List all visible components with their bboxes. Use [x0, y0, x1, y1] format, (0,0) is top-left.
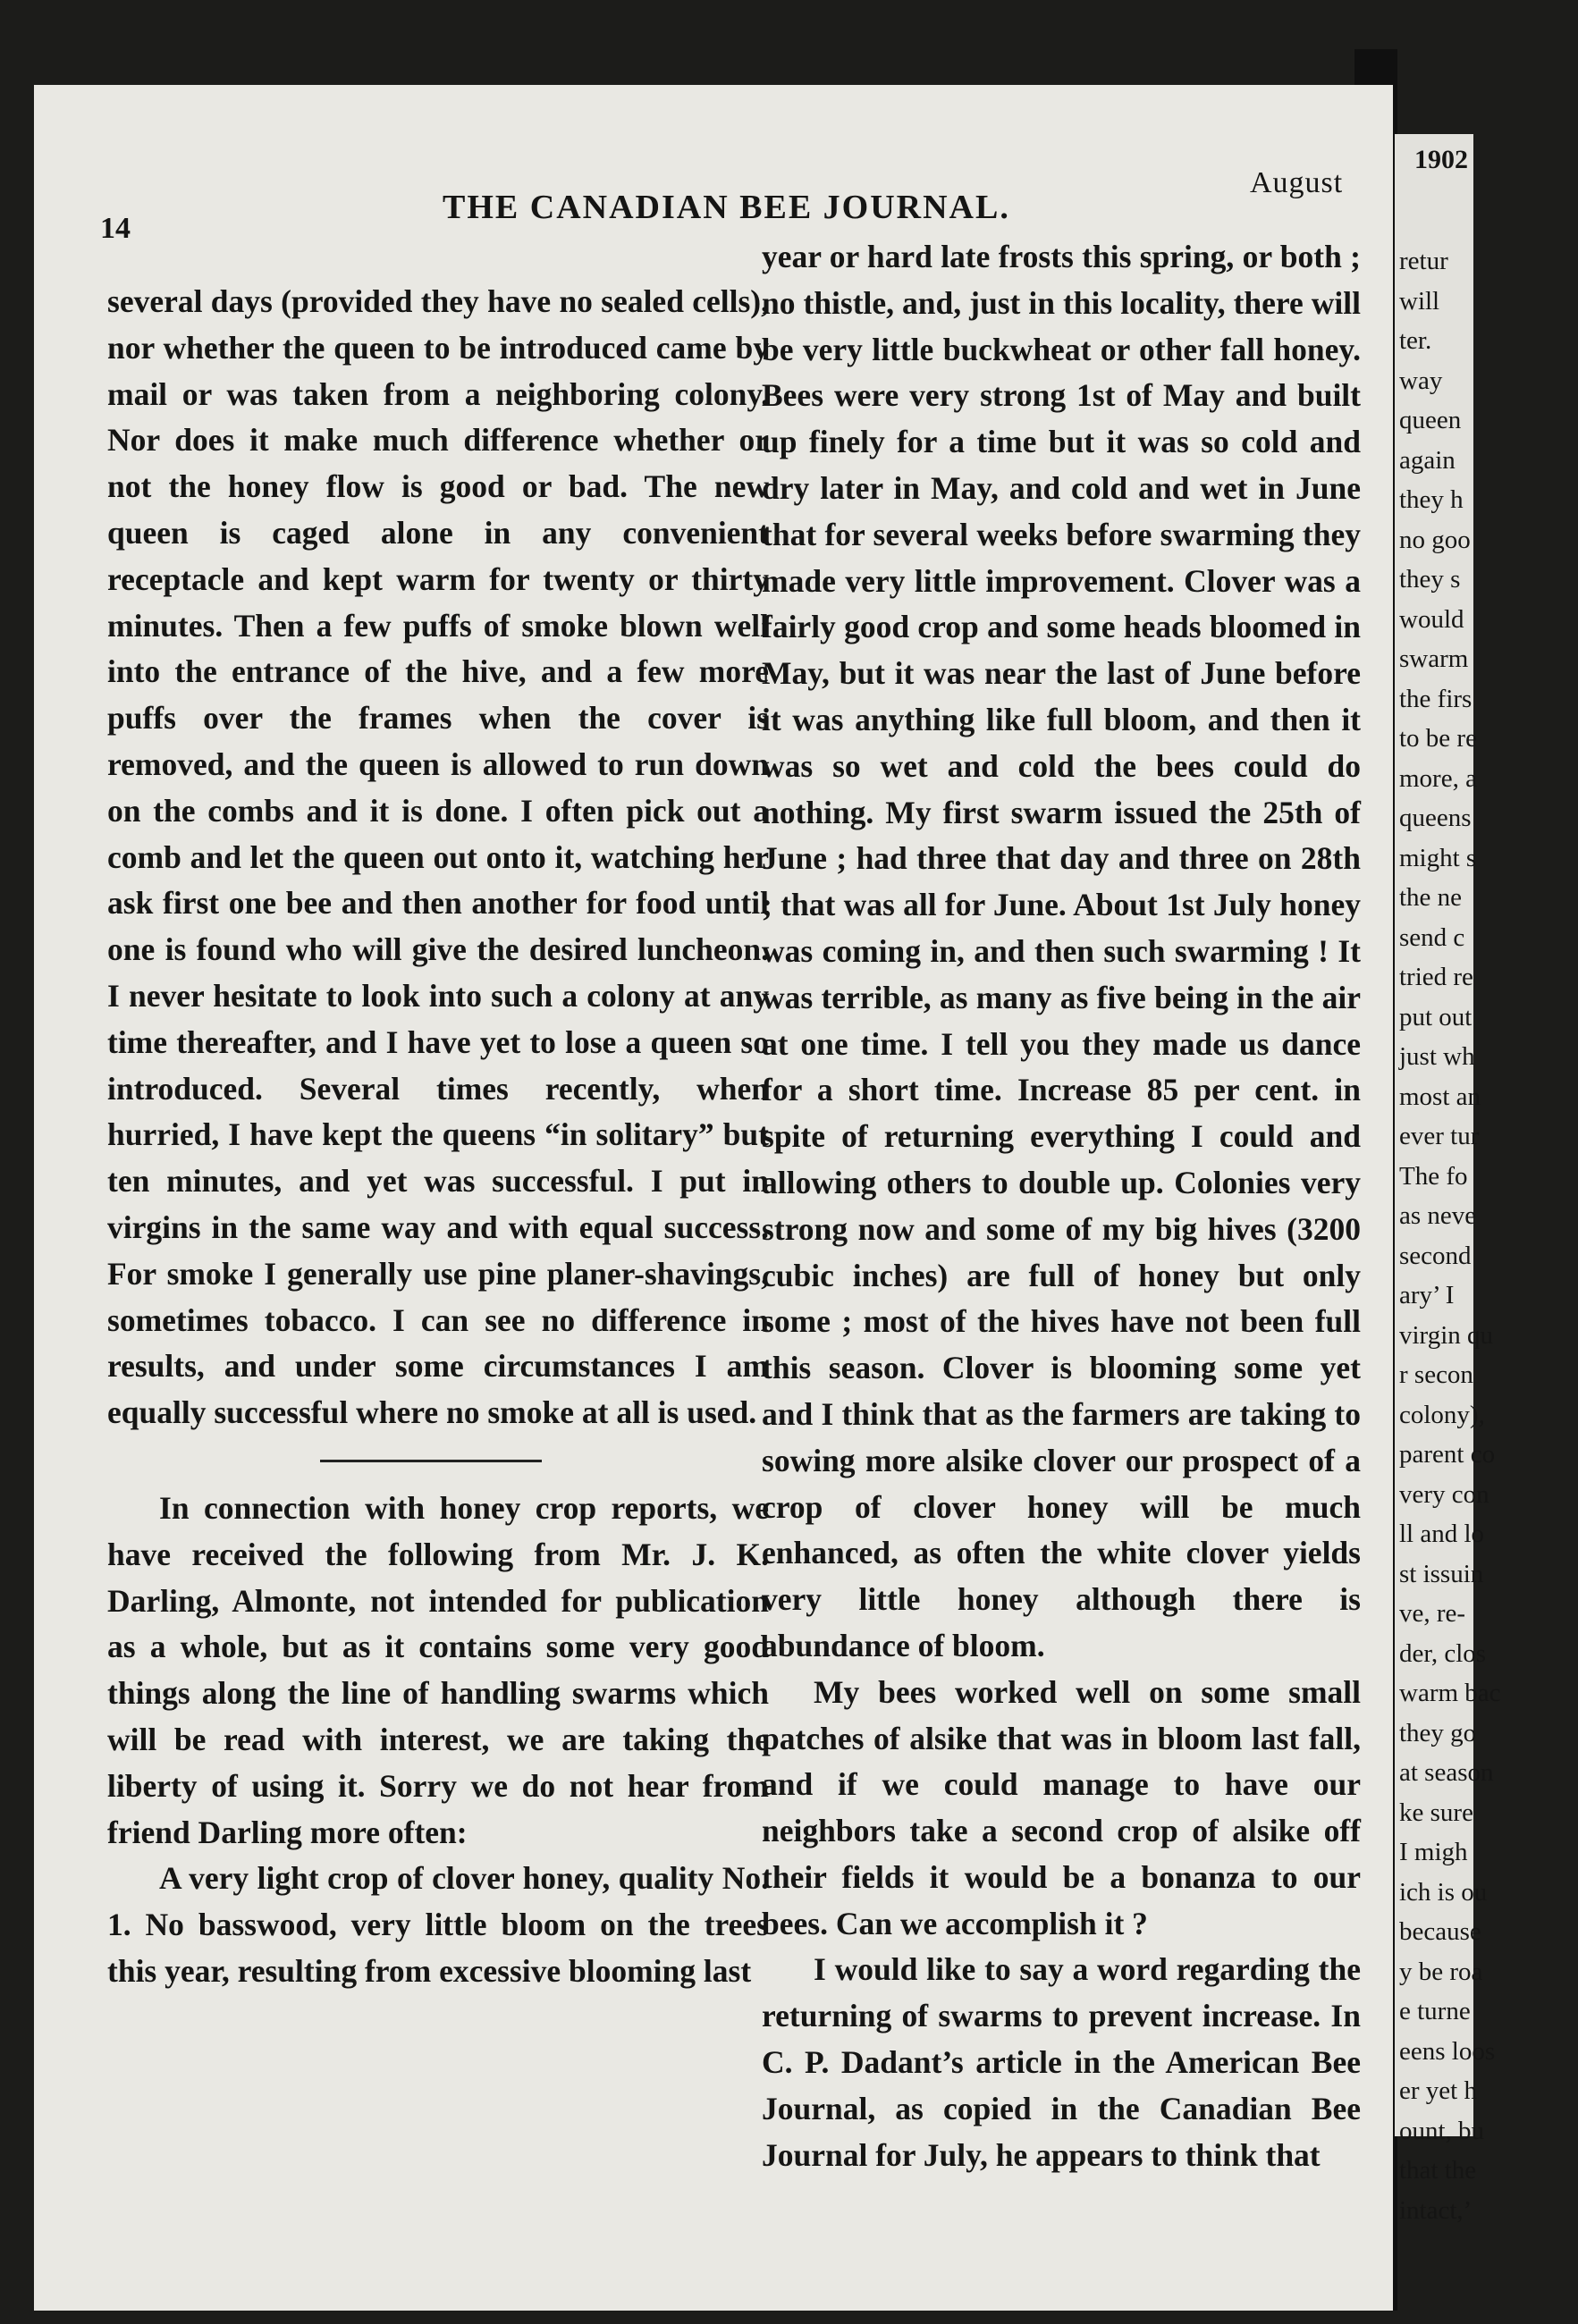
facing-page-line: retur [1399, 247, 1448, 275]
facing-page-line: would [1399, 604, 1464, 634]
facing-page-line: I migh [1399, 1838, 1468, 1866]
facing-page-line: The fo [1399, 1161, 1468, 1191]
issue-month: August [1250, 166, 1344, 199]
facing-page-line: warm bac [1399, 1679, 1501, 1707]
editor-note: In connection with honey crop reports, we have received the following from Mr. J. K. Darling, Almonte, not intended for publication as a whole, but as it contains some very good things along the line of handling swarms which will be read with interest, we are taking the liberty of using it. Sorry we do not hear from friend Darling more often: [107, 1489, 769, 1850]
letter-paragraph-1: year or hard late frosts this spring, or both ; no thistle, and, just in this locality, there will be very little buckwheat or other fall honey. Bees were very strong 1st of May and built up finely for a time but it was so cold and dry later in May, and cold and wet in June that for several weeks before swarming they made very little improvement. Clover was a fairly good crop and some heads bloomed in May, but it was near the last of June before it was anything like full bloom, and then it was so wet and cold the bees could do nothing. My first swarm issued the 25th of June ; had three that day and three on 28th ; that was all for June. About 1st July honey was coming in, and then such swarming ! It was terrible, as many as five being in the air at one time. I tell you they made us dance for a short time. Increase 85 per cent. in spite of returning everything I could and allowing others to double up. Colonies very strong now and some of my big hives (3200 cubic inches) are full of honey but only some ; most of the hives have not been full this season. Clover is blooming some yet and I think that as the farmers are taking to sowing more alsike clover our prospect of a crop of clover honey will be much enhanced, as often the white clover yields very little honey although there is abundance of bloom. [762, 239, 1361, 1663]
facing-page-line: colony), [1399, 1400, 1485, 1429]
facing-page-line: again [1399, 445, 1456, 475]
facing-page-line: r secon [1399, 1360, 1473, 1389]
facing-page-year: 1902 [1414, 145, 1468, 174]
facing-page-line: send c [1399, 922, 1465, 952]
journal-title: THE CANADIAN BEE JOURNAL. [443, 189, 1010, 226]
facing-page-line: they h [1399, 485, 1464, 514]
facing-page-line: ll and lo [1399, 1520, 1485, 1548]
facing-page-line: swarm [1399, 644, 1469, 673]
facing-page-line: way [1399, 366, 1443, 395]
facing-page-line: parent co [1399, 1440, 1496, 1469]
facing-page-line: ount, bu [1399, 2116, 1485, 2145]
letter-start: A very light crop of clover honey, quality No. 1. No basswood, very little bloom on the trees this year, resulting from excessive blooming last [107, 1860, 769, 1989]
facing-page-line: the ne [1399, 883, 1463, 912]
facing-page-line: they s [1399, 565, 1461, 594]
letter-paragraph-2: My bees worked well on some small patches of alsike that was in bloom last fall, and if we could manage to have our neighbors take a second crop of alsike off their fields it would be a bonanza to our bees. Can we accomplish it ? [762, 1673, 1361, 1941]
page-number: 14 [100, 212, 131, 245]
facing-page-line: der, clos [1399, 1638, 1487, 1668]
continued-paragraph: several days (provided they have no sealed cells), nor whether the queen to be introduced came by mail or was taken from a neighboring colony. Nor does it make much difference whether or not the honey flow is good or bad. The new queen is caged alone in any convenient receptacle and kept warm for twenty or thirty minutes. Then a few puffs of smoke blown well into the entrance of the hive, and a few more puffs over the frames when the cover is removed, and the queen is allowed to run down on the combs and it is done. I often pick out a comb and let the queen out onto it, watching her ask first one bee and then another for food until one is found who will give the desired luncheon. I never hesitate to look into such a colony at any time thereafter, and I have yet to lose a queen so introduced. Several times recently, when hurried, I have kept the queens “in solitary” but ten minutes, and yet was successful. I put in virgins in the same way and with equal success. For smoke I generally use pine planer-shavings, sometimes tobacco. I can see no difference in results, and under some circumstances I am equally successful where no smoke at all is used. [107, 283, 769, 1431]
facing-page-line: ever tur [1399, 1122, 1480, 1150]
facing-page-line: y be roa [1399, 1957, 1483, 1986]
facing-page-line: st issuin [1399, 1559, 1484, 1588]
facing-page-line: ve, re- [1399, 1599, 1466, 1628]
facing-page-line: ich is ou [1399, 1877, 1488, 1907]
facing-page-line: that the [1399, 2156, 1477, 2185]
facing-page-line: to be re [1399, 724, 1477, 753]
facing-page-line: might s [1399, 843, 1477, 872]
facing-page-line: at season [1399, 1758, 1494, 1787]
facing-page-line: ary’ I [1399, 1281, 1455, 1309]
facing-page-line: put out [1399, 1002, 1473, 1031]
right-column [762, 234, 1361, 2178]
facing-page-line: the firs [1399, 684, 1473, 713]
facing-page-line: will [1399, 286, 1440, 316]
facing-page-line: as neve [1399, 1201, 1477, 1230]
facing-page-line: second [1399, 1241, 1472, 1270]
left-column [107, 279, 769, 1995]
facing-page-column [1399, 241, 1578, 2230]
facing-page-line: e turne [1399, 1997, 1471, 2025]
facing-page-line: virgin qu [1399, 1320, 1493, 1350]
facing-page-line: they go [1399, 1718, 1477, 1747]
facing-page-line: queen [1399, 406, 1462, 434]
facing-page-line: tried re [1399, 963, 1473, 991]
facing-page-line: queens [1399, 804, 1472, 832]
facing-page-line: ke sure [1399, 1798, 1473, 1827]
letter-paragraph-3: I would like to say a word regarding the returning of swarms to prevent increase. In C. P. Dadant’s article in the American Bee Journal, as copied in the Canadian Bee Journal for July, he appears to think that [762, 1951, 1361, 2173]
facing-page-line: eens loos [1399, 2036, 1496, 2066]
facing-page-line: more, a [1399, 763, 1477, 793]
facing-page-line: no goo [1399, 525, 1471, 554]
facing-page-line: er yet h [1399, 2076, 1477, 2105]
facing-page-line: because [1399, 1917, 1481, 1946]
facing-page-line: just wh [1399, 1042, 1475, 1071]
facing-page-line: very con [1399, 1479, 1489, 1509]
section-divider [320, 1460, 542, 1462]
facing-page-line: ter. [1399, 326, 1432, 355]
facing-page-line: most an [1399, 1082, 1481, 1111]
facing-page-line: intact,’ [1399, 2195, 1473, 2225]
